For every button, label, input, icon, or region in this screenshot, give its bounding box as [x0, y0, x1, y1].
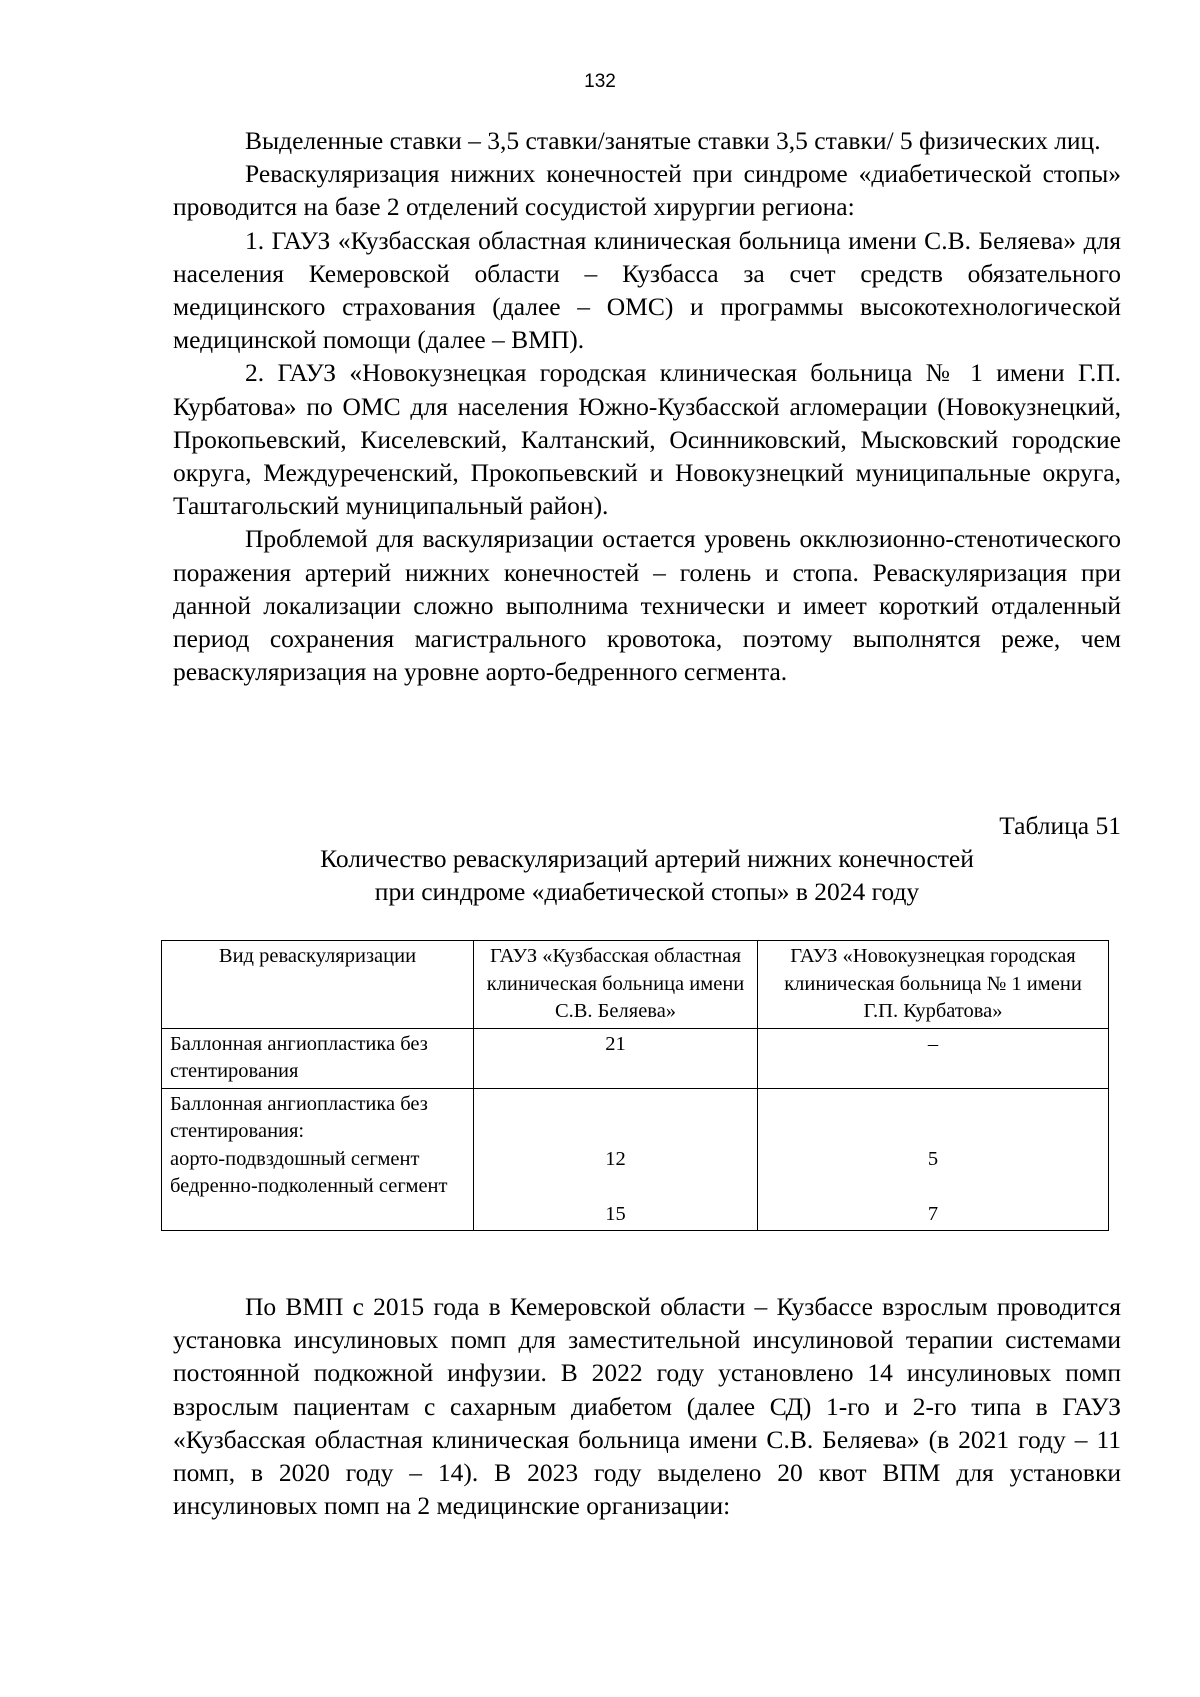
table-caption-line: при синдроме «диабетической стопы» в 2024 году: [374, 877, 920, 906]
table-cell: –: [758, 1028, 1109, 1088]
revascularization-table: [161, 940, 1109, 1231]
paragraph: 2. ГАУЗ «Новокузнецкая городская клиническая больница № 1 имени Г.П. Курбатова» по ОМС для населения Южно-Кузбасской агломерации (Новокузнецкий, Прокопьевский, Киселевский, Калтанский, Осинниковский, Мысковский городские округа, Междуреченский, Прокопьевский и Новокузнецкий муниципальные округа, Таштагольский муниципальный район).: [173, 358, 1121, 521]
table-cell: [162, 1088, 474, 1231]
table-row: [162, 1028, 1109, 1088]
paragraph: Проблемой для васкуляризации остается уровень окклюзионно-стенотического поражения артерий нижних конечностей – голень и стопа. Реваскуляризация при данной локализации сложно выполнима технически и имеет короткий отдаленный период сохранения магистрального кровотока, поэтому выполнятся реже, чем реваскуляризация на уровне аорто-бедренного сегмента.: [173, 524, 1121, 687]
table-header-cell: ГАУЗ «Новокузнецкая городская клиническая больница № 1 имени Г.П. Курбатова»: [758, 941, 1109, 1029]
table-header-cell: ГАУЗ «Кузбасская областная клиническая больница имени С.В. Беляева»: [474, 941, 758, 1029]
row-label-main: Баллонная ангиопластика без стентирования:: [170, 1092, 428, 1142]
paragraph: Реваскуляризация нижних конечностей при синдроме «диабетической стопы» проводится на базе 2 отделений сосудистой хирургии региона:: [173, 159, 1121, 222]
table-cell: 21: [474, 1028, 758, 1088]
cell-value: 5: [927, 1147, 939, 1170]
page-number: 132: [584, 71, 616, 92]
paragraph: 1. ГАУЗ «Кузбасская областная клиническая больница имени С.В. Беляева» для населения Кемеровской области – Кузбасса за счет средств обязательного медицинского страхования (далее – ОМС) и программы высокотехнологической медицинской помощи (далее – ВМП).: [173, 225, 1121, 355]
table-cell: Баллонная ангиопластика без стентирования: [162, 1028, 474, 1088]
cell-value: 7: [927, 1202, 939, 1225]
table-row: [162, 1088, 1109, 1231]
cell-value: 12: [605, 1147, 626, 1170]
table-header-cell: Вид реваскуляризации: [162, 941, 474, 1029]
table-cell: [474, 1088, 758, 1231]
table-header-row: [162, 941, 1109, 1029]
table-cell: [758, 1088, 1109, 1231]
table-number-label: Таблица 51: [999, 811, 1121, 840]
body-text-bottom: [173, 1290, 1121, 1522]
table-caption-line: Количество реваскуляризаций артерий нижних конечностей: [320, 844, 974, 873]
body-text-top: [173, 124, 1121, 688]
paragraph: По ВМП с 2015 года в Кемеровской области – Кузбассе взрослым проводится установка инсулиновых помп для заместительной инсулиновой терапии системами постоянной подкожной инфузии. В 2022 году установлено 14 инсулиновых помп взрослым пациентам с сахарным диабетом (далее СД) 1-го и 2-го типа в ГАУЗ «Кузбасская областная клиническая больница имени С.В. Беляева» (в 2021 году – 11 помп, в 2020 году – 14). В 2023 году выделено 20 квот ВПМ для установки инсулиновых помп на 2 медицинские организации:: [173, 1292, 1121, 1521]
cell-value: 15: [605, 1202, 626, 1225]
table-caption: [173, 842, 1121, 908]
paragraph: Выделенные ставки – 3,5 ставки/занятые ставки 3,5 ставки/ 5 физических лиц.: [245, 126, 1101, 155]
row-label-sub: аорто-подвздошный сегмент: [170, 1147, 420, 1170]
row-label-sub: бедренно-подколенный сегмент: [170, 1175, 448, 1197]
